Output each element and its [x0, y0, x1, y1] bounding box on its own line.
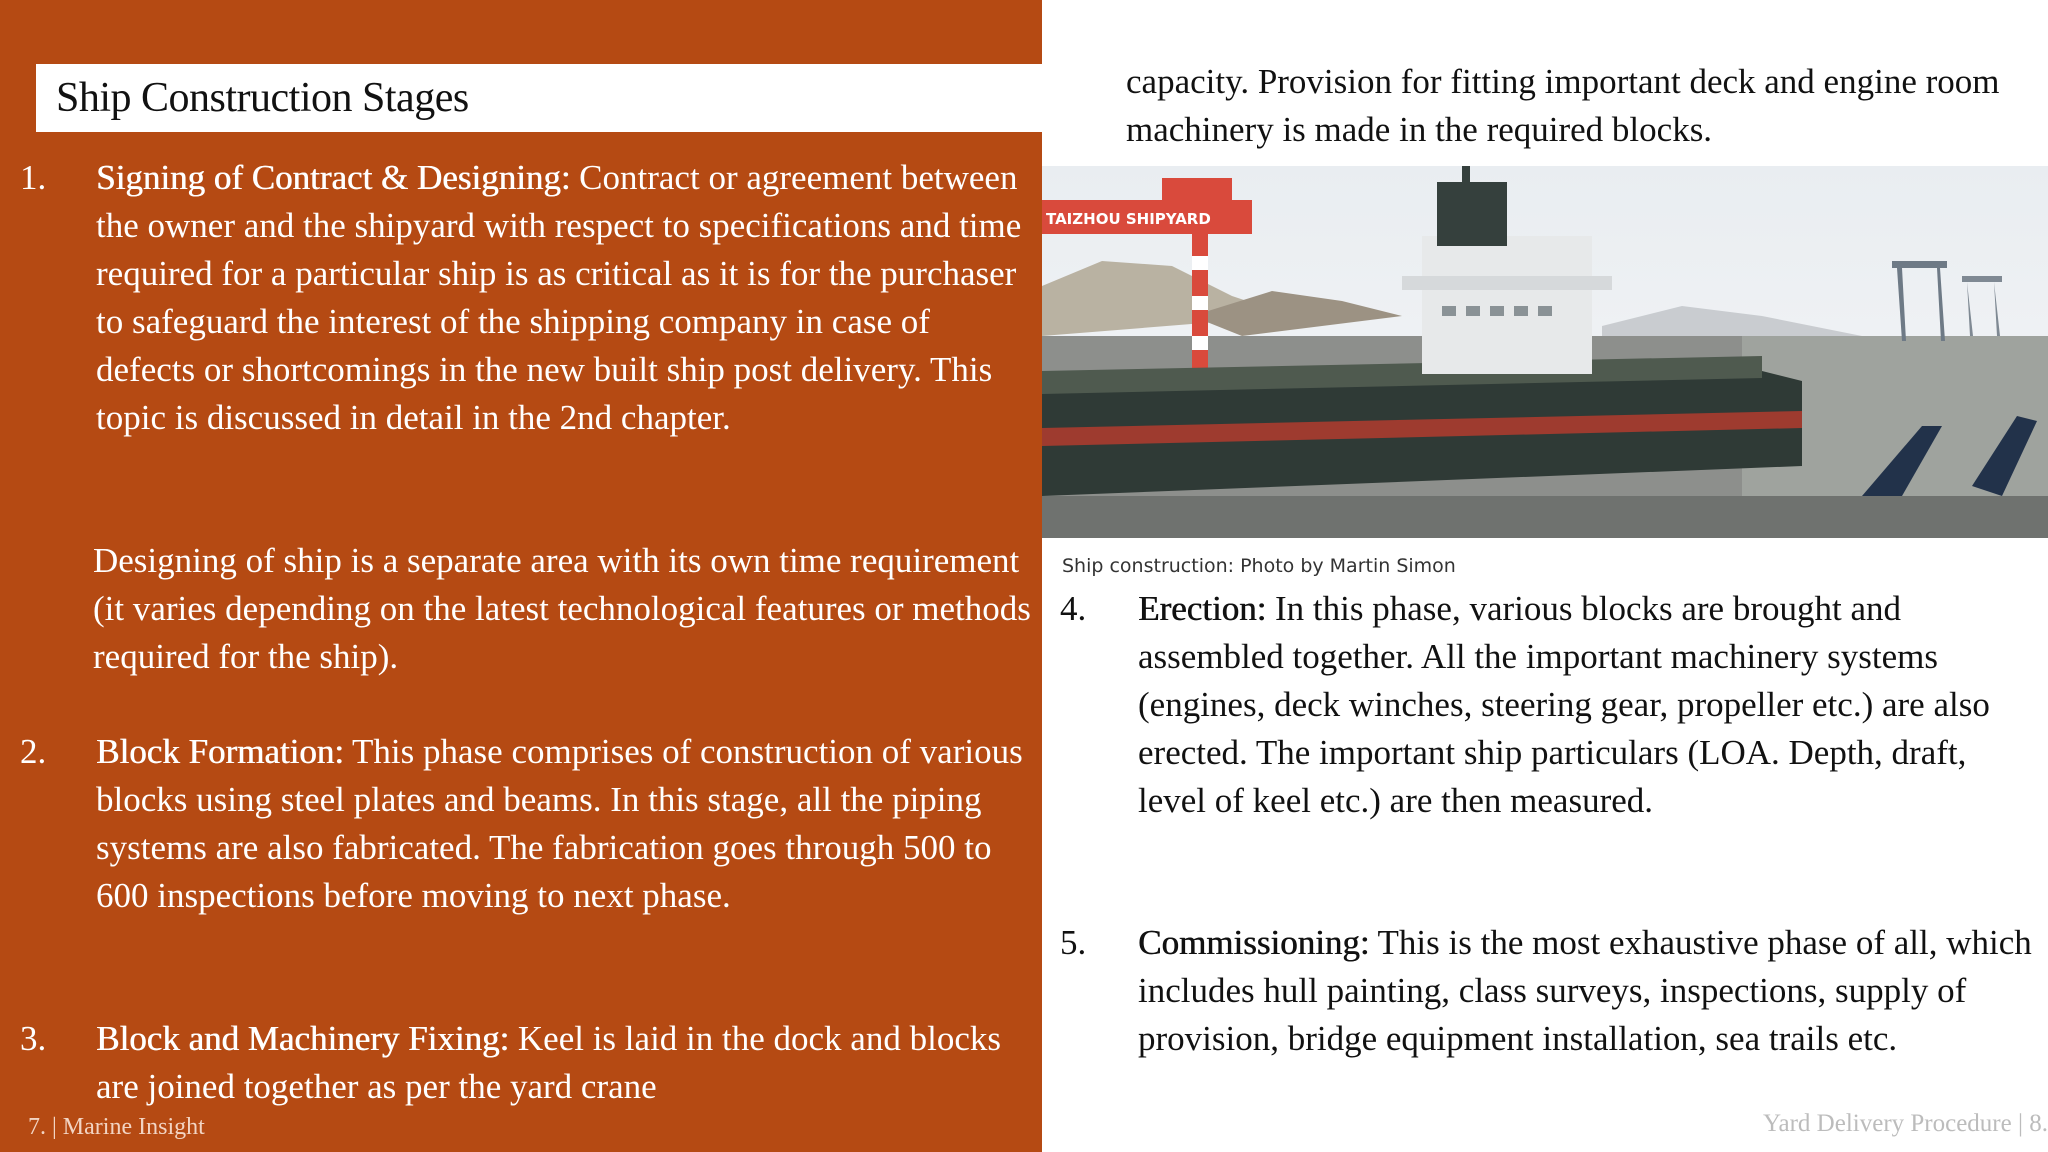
list-heading-2: Block Formation:: [96, 732, 344, 771]
page-title: Ship Construction Stages: [56, 75, 469, 121]
list-heading-4: Erection:: [1138, 589, 1267, 628]
list-body-1: Contract or agreement between the owner and the shipyard with respect to specifications and time required for a particular ship is as critical as it is for the purchaser to safeguard the interest of the shipping company in case of defects or shortcomings in the new built ship post delivery. This topic is discussed in detail in the 2nd chapter.: [96, 158, 1022, 437]
title-box: [36, 64, 1042, 132]
list-text-1: [96, 154, 1036, 442]
list-number-2: 2.: [20, 732, 47, 771]
list-number-1: 1.: [20, 158, 47, 197]
ship-superstructure: [1422, 236, 1592, 374]
list-heading-3: Block and Machinery Fixing:: [96, 1019, 510, 1058]
gantry-stripe: [1192, 256, 1208, 270]
gantry-stripe: [1192, 336, 1208, 350]
footer-right: Yard Delivery Procedure | 8.: [1762, 1110, 2048, 1137]
gantry-trolley: [1162, 178, 1232, 202]
ship-funnel: [1437, 182, 1507, 246]
list-number-4: 4.: [1060, 589, 1087, 628]
list-heading-1: Signing of Contract & Designing:: [96, 158, 571, 197]
ship-construction-photo: [1042, 166, 2048, 538]
list-number-3: 3.: [20, 1019, 47, 1058]
list-heading-5: Commissioning:: [1138, 923, 1370, 962]
list-body-5: This is the most exhaustive phase of all, which includes hull painting, class surveys, inspections, supply of provision, bridge equipment installation, sea trails etc.: [1138, 923, 2032, 1058]
list-text-3: [96, 1015, 1036, 1111]
gantry-sign: TAIZHOU SHIPYARD: [1046, 210, 1211, 228]
window: [1538, 306, 1552, 316]
list-body-3: Keel is laid in the dock and blocks are joined together as per the yard crane: [96, 1019, 1001, 1106]
ship-photo-illustration: [1042, 166, 2048, 538]
right-page: [1042, 0, 2048, 1152]
designing-paragraph: Designing of ship is a separate area with its own time requirement (it varies depending on the latest technological features or methods required for the ship).: [93, 541, 1031, 676]
continuation-text: capacity. Provision for fitting important deck and engine room machinery is made in the required blocks.: [1126, 62, 2000, 149]
list-body-4: In this phase, various blocks are brought and assembled together. All the important machinery systems (engines, deck winches, steering gear, propeller etc.) are also erected. The important ship particulars (LOA. Depth, draft, level of keel etc.) are then measured.: [1138, 589, 1990, 820]
list-body-2: This phase comprises of construction of various blocks using steel plates and beams. In this stage, all the piping systems are also fabricated. The fabrication goes through 500 to 600 inspections before moving to next phase.: [96, 732, 1023, 915]
list-text-2: [96, 728, 1036, 920]
gantry-stripe: [1192, 296, 1208, 310]
window: [1442, 306, 1456, 316]
window: [1514, 306, 1528, 316]
bridge-deck: [1402, 276, 1612, 290]
mast: [1462, 166, 1470, 186]
footer-left: 7. | Marine Insight: [28, 1114, 205, 1140]
window: [1466, 306, 1480, 316]
photo-caption: Ship construction: Photo by Martin Simon: [1062, 555, 1456, 577]
list-number-5: 5.: [1060, 923, 1087, 962]
list-text-5: [1138, 919, 2038, 1063]
window: [1490, 306, 1504, 316]
list-text-4: [1138, 585, 2038, 825]
dock-floor: [1042, 496, 2048, 538]
